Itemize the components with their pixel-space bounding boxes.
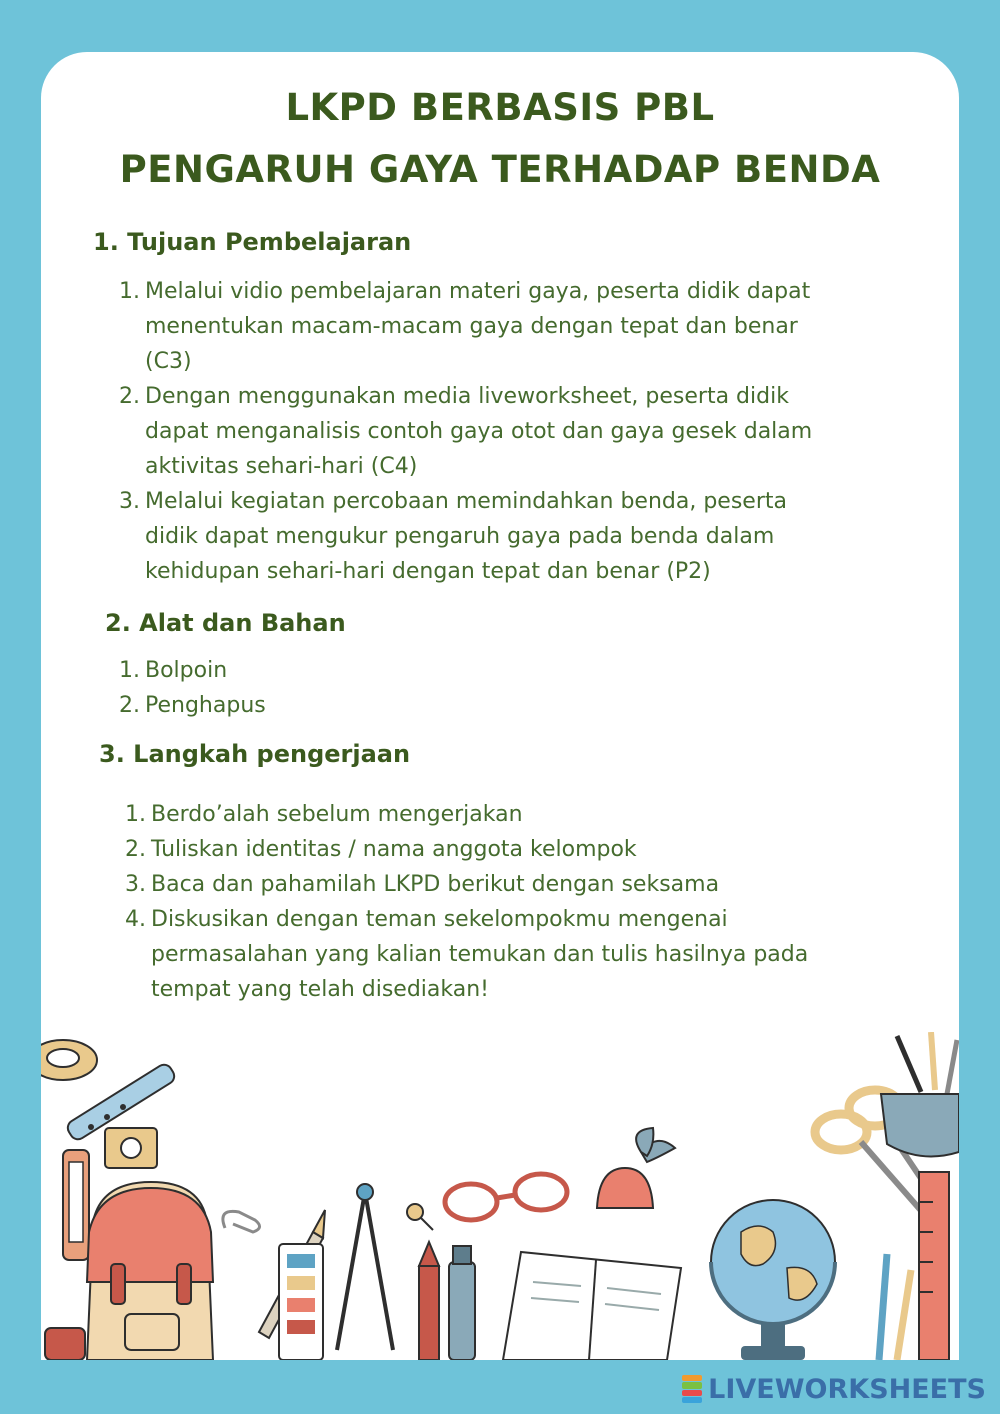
list-item-line: Baca dan pahamilah LKPD berikut dengan seksama	[151, 872, 720, 897]
langkah-list	[125, 797, 925, 1007]
worksheet-card	[41, 52, 959, 1360]
notebook-icon	[503, 1252, 681, 1360]
list-item	[125, 867, 925, 902]
compass-icon	[337, 1184, 393, 1350]
bell-icon	[597, 1128, 675, 1208]
list-item	[125, 902, 925, 1007]
glasses-icon	[445, 1174, 567, 1220]
thumbtack-icon	[407, 1204, 433, 1230]
school-supplies-illustration	[41, 1032, 959, 1360]
page-title-line-1: LKPD BERBASIS PBL	[285, 86, 715, 129]
list-item-line: menentukan macam-macam gaya dengan tepat dan benar	[145, 314, 798, 339]
section-heading-langkah: 3. Langkah pengerjaan	[99, 740, 411, 768]
list-item-line: Penghapus	[145, 693, 266, 718]
list-number: 2.	[119, 693, 140, 718]
section-heading-tujuan: 1. Tujuan Pembelajaran	[93, 228, 412, 256]
paperclip-icon	[223, 1211, 260, 1232]
list-item-line: dapat menganalisis contoh gaya otot dan gaya gesek dalam	[145, 419, 813, 444]
tape-icon	[41, 1040, 97, 1080]
list-item	[119, 274, 919, 379]
alat-list	[119, 653, 919, 723]
list-item-line: didik dapat mengukur pengaruh gaya pada benda dalam	[145, 524, 775, 549]
list-number: 2.	[125, 837, 146, 862]
cutter-icon	[63, 1150, 89, 1260]
list-item-line: Dengan menggunakan media liveworksheet, peserta didik	[145, 384, 789, 409]
list-item-line: aktivitas sehari-hari (C4)	[145, 454, 418, 479]
list-item	[119, 379, 919, 484]
brand-logo	[682, 1372, 986, 1406]
list-number: 1.	[125, 802, 146, 827]
list-item-line: permasalahan yang kalian temukan dan tulis hasilnya pada	[151, 942, 809, 967]
ruler-icon	[919, 1172, 949, 1360]
list-item	[119, 688, 919, 723]
crayon-icon	[419, 1242, 439, 1360]
list-number: 4.	[125, 907, 146, 932]
list-item-line: tempat yang telah disediakan!	[151, 977, 489, 1002]
list-item	[125, 832, 925, 867]
list-number: 1.	[119, 658, 140, 683]
list-item-line: kehidupan sehari-hari dengan tepat dan benar (P2)	[145, 559, 711, 584]
globe-icon	[711, 1200, 835, 1360]
tujuan-list	[119, 274, 919, 589]
list-item-line: Berdo’alah sebelum mengerjakan	[151, 802, 523, 827]
list-number: 2.	[119, 384, 140, 409]
list-item	[119, 484, 919, 589]
list-item-line: Diskusikan dengan teman sekelompokmu mengenai	[151, 907, 728, 932]
backpack-icon	[87, 1182, 213, 1360]
list-item-line: Tuliskan identitas / nama anggota kelompok	[151, 837, 637, 862]
list-number: 3.	[125, 872, 146, 897]
list-item	[125, 797, 925, 832]
sharpener-icon	[105, 1128, 157, 1168]
list-item-line: (C3)	[145, 349, 192, 374]
list-item-line: Bolpoin	[145, 658, 228, 683]
brand-text: LIVEWORKSHEETS	[708, 1373, 986, 1405]
list-number: 1.	[119, 279, 140, 304]
liveworksheets-logo-icon	[682, 1375, 702, 1403]
list-item	[119, 653, 919, 688]
section-heading-alat: 2. Alat dan Bahan	[105, 609, 346, 637]
pencil-cup-icon	[881, 1032, 959, 1157]
glue-icon	[449, 1246, 475, 1360]
page-title-line-2: PENGARUH GAYA TERHADAP BENDA	[119, 148, 881, 191]
paint-palette-icon	[279, 1244, 323, 1360]
list-item-line: Melalui vidio pembelajaran materi gaya, peserta didik dapat	[145, 279, 811, 304]
list-item-line: Melalui kegiatan percobaan memindahkan benda, peserta	[145, 489, 787, 514]
list-number: 3.	[119, 489, 140, 514]
